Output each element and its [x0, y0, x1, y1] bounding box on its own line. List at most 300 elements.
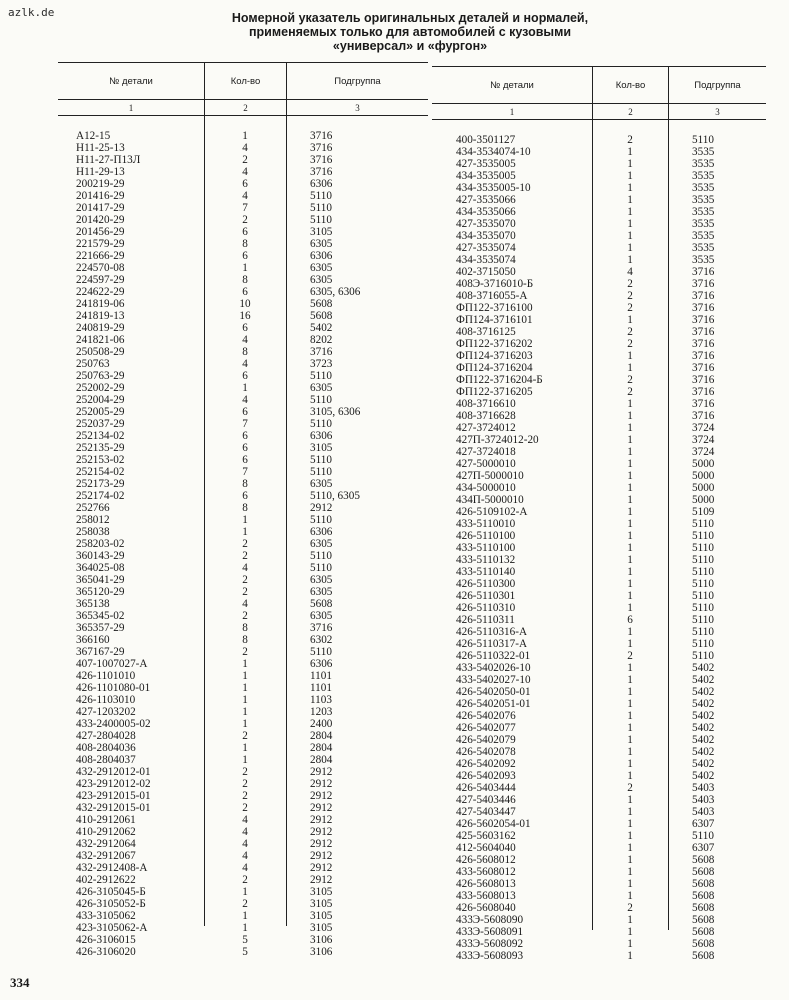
subgroup-cell: 3716: [310, 166, 333, 178]
subgroup-cell: 5110: [692, 566, 714, 578]
table-row: [432, 830, 766, 842]
subgroup-cell: 5403: [692, 806, 715, 818]
part-number-cell: 426-3105045-Б: [76, 886, 146, 898]
subgroup-cell: 3716: [310, 154, 333, 166]
quantity-cell: 1: [627, 410, 633, 422]
subgroup-cell: 3716: [692, 302, 715, 314]
part-number-cell: 408-3716628: [456, 410, 516, 422]
quantity-cell: 1: [627, 866, 633, 878]
subgroup-cell: 5110: [310, 214, 332, 226]
subgroup-cell: 5110: [692, 590, 714, 602]
quantity-cell: 2: [242, 790, 248, 802]
quantity-cell: 7: [242, 466, 248, 478]
table-row: [58, 598, 428, 610]
part-number-cell: 426-5402076: [456, 710, 516, 722]
table-row: [58, 694, 428, 706]
part-number-cell: 201416-29: [76, 190, 125, 202]
part-number-cell: 252134-02: [76, 430, 125, 442]
table-row: [58, 250, 428, 262]
quantity-cell: 2: [627, 302, 633, 314]
left-table-body: [58, 116, 428, 958]
quantity-cell: 8: [242, 238, 248, 250]
part-number-cell: 426-5402050-01: [456, 686, 531, 698]
left-parts-table: [58, 62, 428, 958]
quantity-cell: 2: [627, 338, 633, 350]
subgroup-cell: 5110: [310, 454, 332, 466]
table-row: [432, 950, 766, 962]
left-table-header: [58, 62, 428, 100]
subgroup-cell: 3535: [692, 146, 715, 158]
subgroup-cell: 2912: [310, 778, 333, 790]
table-row: [432, 746, 766, 758]
quantity-cell: 1: [627, 530, 633, 542]
subgroup-cell: 3535: [692, 194, 715, 206]
subgroup-cell: 5109: [692, 506, 715, 518]
part-number-cell: 432-2912064: [76, 838, 136, 850]
subgroup-cell: 5608: [692, 878, 715, 890]
subgroup-cell: 3535: [692, 254, 715, 266]
table-row: [432, 782, 766, 794]
table-row: [432, 854, 766, 866]
part-number-cell: 427П-3724012-20: [456, 434, 539, 446]
quantity-cell: 6: [242, 454, 248, 466]
quantity-cell: 1: [242, 514, 248, 526]
part-number-cell: 410-2912062: [76, 826, 136, 838]
subgroup-cell: 3535: [692, 206, 715, 218]
quantity-cell: 1: [242, 922, 248, 934]
table-row: [58, 946, 428, 958]
table-row: [432, 890, 766, 902]
part-number-cell: 407-1007027-А: [76, 658, 148, 670]
table-row: [432, 710, 766, 722]
part-number-cell: 426-5110317-А: [456, 638, 528, 650]
page-number: 334: [10, 975, 30, 990]
subgroup-cell: 3535: [692, 170, 715, 182]
quantity-cell: 1: [627, 434, 633, 446]
table-row: [58, 670, 428, 682]
subgroup-cell: 5608: [692, 914, 715, 926]
quantity-cell: 1: [627, 182, 633, 194]
table-row: [432, 722, 766, 734]
quantity-cell: 1: [242, 886, 248, 898]
quantity-cell: 1: [627, 758, 633, 770]
part-number-cell: 200219-29: [76, 178, 125, 190]
col-header-group: Подгруппа: [668, 67, 766, 103]
subgroup-cell: 3106: [310, 934, 333, 946]
part-number-cell: 367167-29: [76, 646, 125, 658]
part-number-cell: 426-1101080-01: [76, 682, 151, 694]
subgroup-cell: 5110: [310, 418, 332, 430]
quantity-cell: 1: [627, 194, 633, 206]
subgroup-cell: 5402: [692, 758, 715, 770]
subgroup-cell: 3105, 6306: [310, 406, 361, 418]
part-number-cell: 412-5604040: [456, 842, 516, 854]
quantity-cell: 1: [627, 746, 633, 758]
part-number-cell: Н11-29-13: [76, 166, 125, 178]
quantity-cell: 2: [627, 650, 633, 662]
quantity-cell: 4: [242, 850, 248, 862]
subgroup-cell: 3105: [310, 442, 333, 454]
table-row: [58, 262, 428, 274]
table-row: [58, 370, 428, 382]
quantity-cell: 4: [242, 562, 248, 574]
subgroup-cell: 6306: [310, 526, 333, 538]
subgroup-cell: 5000: [692, 494, 715, 506]
table-row: [58, 718, 428, 730]
quantity-cell: 8: [242, 478, 248, 490]
subgroup-cell: 3716: [692, 338, 715, 350]
subgroup-cell: 3716: [692, 278, 715, 290]
table-row: [58, 658, 428, 670]
subgroup-cell: 5608: [310, 598, 333, 610]
table-row: [58, 334, 428, 346]
part-number-cell: 240819-29: [76, 322, 125, 334]
subgroup-cell: 5110: [310, 646, 332, 658]
quantity-cell: 8: [242, 346, 248, 358]
part-number-cell: 426-5608040: [456, 902, 516, 914]
table-row: [432, 578, 766, 590]
part-number-cell: 252037-29: [76, 418, 125, 430]
part-number-cell: 433Э-5608092: [456, 938, 524, 950]
table-row: [432, 314, 766, 326]
subgroup-cell: 2804: [310, 730, 333, 742]
part-number-cell: ФП124-3716204: [456, 362, 533, 374]
table-row: [432, 458, 766, 470]
col-number-1: 1: [509, 106, 515, 117]
table-row: [432, 698, 766, 710]
quantity-cell: 6: [242, 490, 248, 502]
table-row: [58, 478, 428, 490]
table-row: [432, 770, 766, 782]
quantity-cell: 1: [627, 914, 633, 926]
table-row: [58, 442, 428, 454]
subgroup-cell: 8202: [310, 334, 333, 346]
table-row: [58, 358, 428, 370]
table-row: [58, 586, 428, 598]
subgroup-cell: 2804: [310, 742, 333, 754]
part-number-cell: 433-3105062: [76, 910, 136, 922]
part-number-cell: 250508-29: [76, 346, 125, 358]
quantity-cell: 1: [242, 718, 248, 730]
table-row: [58, 910, 428, 922]
table-row: [58, 826, 428, 838]
subgroup-cell: 6305: [310, 478, 333, 490]
part-number-cell: 434-3535074: [456, 254, 516, 266]
quantity-cell: 1: [627, 170, 633, 182]
part-number-cell: 425-5603162: [456, 830, 516, 842]
part-number-cell: 408Э-3716010-Б: [456, 278, 534, 290]
quantity-cell: 8: [242, 634, 248, 646]
subgroup-cell: 5110: [692, 614, 714, 626]
part-number-cell: 432-2912012-01: [76, 766, 151, 778]
subgroup-cell: 3105: [310, 226, 333, 238]
part-number-cell: 400-3501127: [456, 134, 516, 146]
quantity-cell: 4: [242, 598, 248, 610]
table-row: [58, 790, 428, 802]
subgroup-cell: 5110: [692, 650, 714, 662]
part-number-cell: 365345-02: [76, 610, 125, 622]
table-row: [432, 434, 766, 446]
table-row: [432, 818, 766, 830]
subgroup-cell: 3716: [692, 290, 715, 302]
subgroup-cell: 5402: [692, 662, 715, 674]
table-row: [58, 922, 428, 934]
table-row: [58, 214, 428, 226]
part-number-cell: 433-5110100: [456, 542, 516, 554]
quantity-cell: 1: [627, 362, 633, 374]
table-row: [432, 482, 766, 494]
part-number-cell: ФП122-3716100: [456, 302, 533, 314]
quantity-cell: 1: [242, 526, 248, 538]
subgroup-cell: 3105: [310, 910, 333, 922]
part-number-cell: 201420-29: [76, 214, 125, 226]
subgroup-cell: 5608: [692, 950, 715, 962]
quantity-cell: 6: [242, 406, 248, 418]
table-row: [58, 430, 428, 442]
table-row: [58, 298, 428, 310]
subgroup-cell: 3716: [692, 386, 715, 398]
part-number-cell: 408-2804037: [76, 754, 136, 766]
part-number-cell: 426-5402078: [456, 746, 516, 758]
right-column-numbers: [432, 104, 766, 120]
subgroup-cell: 3724: [692, 446, 715, 458]
right-table-body: [432, 120, 766, 962]
subgroup-cell: 6305: [310, 382, 333, 394]
table-row: [432, 362, 766, 374]
table-row: [58, 622, 428, 634]
part-number-cell: 366160: [76, 634, 110, 646]
part-number-cell: 426-5109102-А: [456, 506, 528, 518]
quantity-cell: 1: [627, 314, 633, 326]
part-number-cell: 433Э-5608093: [456, 950, 524, 962]
part-number-cell: 250763-29: [76, 370, 125, 382]
table-row: [432, 842, 766, 854]
quantity-cell: 1: [627, 206, 633, 218]
quantity-cell: 1: [627, 158, 633, 170]
subgroup-cell: 3105: [310, 886, 333, 898]
subgroup-cell: 5402: [692, 770, 715, 782]
table-row: [58, 130, 428, 142]
table-row: [432, 734, 766, 746]
subgroup-cell: 2804: [310, 754, 333, 766]
table-row: [58, 730, 428, 742]
table-row: [432, 626, 766, 638]
subgroup-cell: 1101: [310, 670, 332, 682]
quantity-cell: 2: [627, 134, 633, 146]
subgroup-cell: 6306: [310, 250, 333, 262]
subgroup-cell: 5110: [310, 550, 332, 562]
subgroup-cell: 3535: [692, 158, 715, 170]
quantity-cell: 1: [627, 566, 633, 578]
part-number-cell: 252153-02: [76, 454, 125, 466]
quantity-cell: 1: [627, 770, 633, 782]
quantity-cell: 1: [627, 506, 633, 518]
part-number-cell: 426-5608013: [456, 878, 516, 890]
subgroup-cell: 2912: [310, 814, 333, 826]
table-row: [58, 502, 428, 514]
subgroup-cell: 5110: [310, 394, 332, 406]
quantity-cell: 4: [242, 826, 248, 838]
subgroup-cell: 5608: [310, 298, 333, 310]
part-number-cell: 426-1101010: [76, 670, 136, 682]
part-number-cell: 433-5608013: [456, 890, 516, 902]
quantity-cell: 1: [627, 674, 633, 686]
part-number-cell: 432-2912408-А: [76, 862, 148, 874]
table-row: [432, 494, 766, 506]
part-number-cell: 426-1103010: [76, 694, 136, 706]
table-row: [432, 158, 766, 170]
part-number-cell: 427-3535074: [456, 242, 516, 254]
table-row: [58, 202, 428, 214]
table-row: [58, 898, 428, 910]
col-number-3: 3: [668, 104, 766, 119]
part-number-cell: 365357-29: [76, 622, 125, 634]
table-row: [58, 610, 428, 622]
table-row: [432, 878, 766, 890]
part-number-cell: 427-5000010: [456, 458, 516, 470]
col-header-part: № детали: [490, 79, 534, 91]
part-number-cell: 426-5403444: [456, 782, 516, 794]
subgroup-cell: 3716: [692, 266, 715, 278]
quantity-cell: 7: [242, 418, 248, 430]
subgroup-cell: 6305: [310, 538, 333, 550]
table-row: [58, 838, 428, 850]
subgroup-cell: 1203: [310, 706, 333, 718]
subgroup-cell: 5402: [692, 698, 715, 710]
quantity-cell: 6: [242, 442, 248, 454]
table-row: [432, 914, 766, 926]
col-header-part: № детали: [109, 75, 153, 87]
part-number-cell: 433-5608012: [456, 866, 516, 878]
part-number-cell: 433Э-5608090: [456, 914, 524, 926]
subgroup-cell: 2912: [310, 862, 333, 874]
part-number-cell: 427П-5000010: [456, 470, 524, 482]
quantity-cell: 2: [242, 766, 248, 778]
table-row: [432, 866, 766, 878]
subgroup-cell: 5608: [692, 854, 715, 866]
table-row: [58, 646, 428, 658]
table-row: [58, 814, 428, 826]
subgroup-cell: 6307: [692, 818, 715, 830]
quantity-cell: 2: [627, 290, 633, 302]
part-number-cell: 426-5402077: [456, 722, 516, 734]
part-number-cell: 433-5110132: [456, 554, 516, 566]
table-row: [432, 758, 766, 770]
table-row: [432, 386, 766, 398]
subgroup-cell: 3535: [692, 182, 715, 194]
quantity-cell: 1: [627, 686, 633, 698]
quantity-cell: 1: [627, 482, 633, 494]
part-number-cell: 434-3535070: [456, 230, 516, 242]
quantity-cell: 4: [242, 814, 248, 826]
subgroup-cell: 5110: [692, 638, 714, 650]
table-row: [432, 206, 766, 218]
table-row: [58, 166, 428, 178]
table-row: [432, 278, 766, 290]
quantity-cell: 1: [627, 698, 633, 710]
subgroup-cell: 3723: [310, 358, 333, 370]
subgroup-cell: 5110: [310, 190, 332, 202]
quantity-cell: 1: [627, 590, 633, 602]
part-number-cell: Н11-27-П13Л: [76, 154, 141, 166]
quantity-cell: 1: [627, 602, 633, 614]
table-row: [58, 226, 428, 238]
subgroup-cell: 5608: [692, 926, 715, 938]
quantity-cell: 1: [627, 722, 633, 734]
table-row: [58, 454, 428, 466]
subgroup-cell: 3716: [692, 326, 715, 338]
part-number-cell: 252766: [76, 502, 110, 514]
part-number-cell: 426-5110100: [456, 530, 516, 542]
quantity-cell: 1: [242, 706, 248, 718]
part-number-cell: 402-2912622: [76, 874, 136, 886]
part-number-cell: 252004-29: [76, 394, 125, 406]
table-row: [58, 310, 428, 322]
table-row: [58, 778, 428, 790]
quantity-cell: 1: [627, 554, 633, 566]
subgroup-cell: 3105: [310, 898, 333, 910]
subgroup-cell: 5000: [692, 482, 715, 494]
subgroup-cell: 5402: [692, 722, 715, 734]
subgroup-cell: 5110: [692, 578, 714, 590]
table-row: [432, 590, 766, 602]
quantity-cell: 2: [242, 586, 248, 598]
subgroup-cell: 5402: [692, 674, 715, 686]
subgroup-cell: 6305, 6306: [310, 286, 361, 298]
part-number-cell: А12-15: [76, 130, 111, 142]
part-number-cell: 427-1203202: [76, 706, 136, 718]
table-row: [432, 170, 766, 182]
quantity-cell: 1: [627, 818, 633, 830]
quantity-cell: 2: [242, 574, 248, 586]
table-row: [432, 326, 766, 338]
right-parts-table: [432, 66, 766, 962]
site-watermark: azlk.de: [8, 6, 55, 19]
quantity-cell: 8: [242, 274, 248, 286]
quantity-cell: 1: [627, 710, 633, 722]
quantity-cell: 6: [242, 286, 248, 298]
subgroup-cell: 6306: [310, 430, 333, 442]
table-row: [432, 146, 766, 158]
quantity-cell: 1: [242, 682, 248, 694]
subgroup-cell: 5110: [310, 466, 332, 478]
part-number-cell: 427-2804028: [76, 730, 136, 742]
table-row: [432, 446, 766, 458]
part-number-cell: 426-3106020: [76, 946, 136, 958]
col-header-qty: Кол-во: [204, 63, 286, 99]
table-row: [432, 134, 766, 146]
quantity-cell: 4: [627, 266, 633, 278]
table-row: [58, 934, 428, 946]
part-number-cell: 426-5602054-01: [456, 818, 531, 830]
quantity-cell: 6: [242, 322, 248, 334]
subgroup-cell: 5110: [692, 830, 714, 842]
part-number-cell: 364025-08: [76, 562, 125, 574]
quantity-cell: 2: [242, 802, 248, 814]
quantity-cell: 1: [627, 950, 633, 962]
subgroup-cell: 6305: [310, 262, 333, 274]
quantity-cell: 1: [242, 382, 248, 394]
quantity-cell: 2: [242, 730, 248, 742]
part-number-cell: 408-3716125: [456, 326, 516, 338]
quantity-cell: 1: [627, 926, 633, 938]
subgroup-cell: 5608: [310, 310, 333, 322]
subgroup-cell: 5110: [692, 602, 714, 614]
part-number-cell: 241819-13: [76, 310, 125, 322]
subgroup-cell: 5110: [310, 514, 332, 526]
part-number-cell: 426-5402093: [456, 770, 516, 782]
quantity-cell: 1: [242, 694, 248, 706]
